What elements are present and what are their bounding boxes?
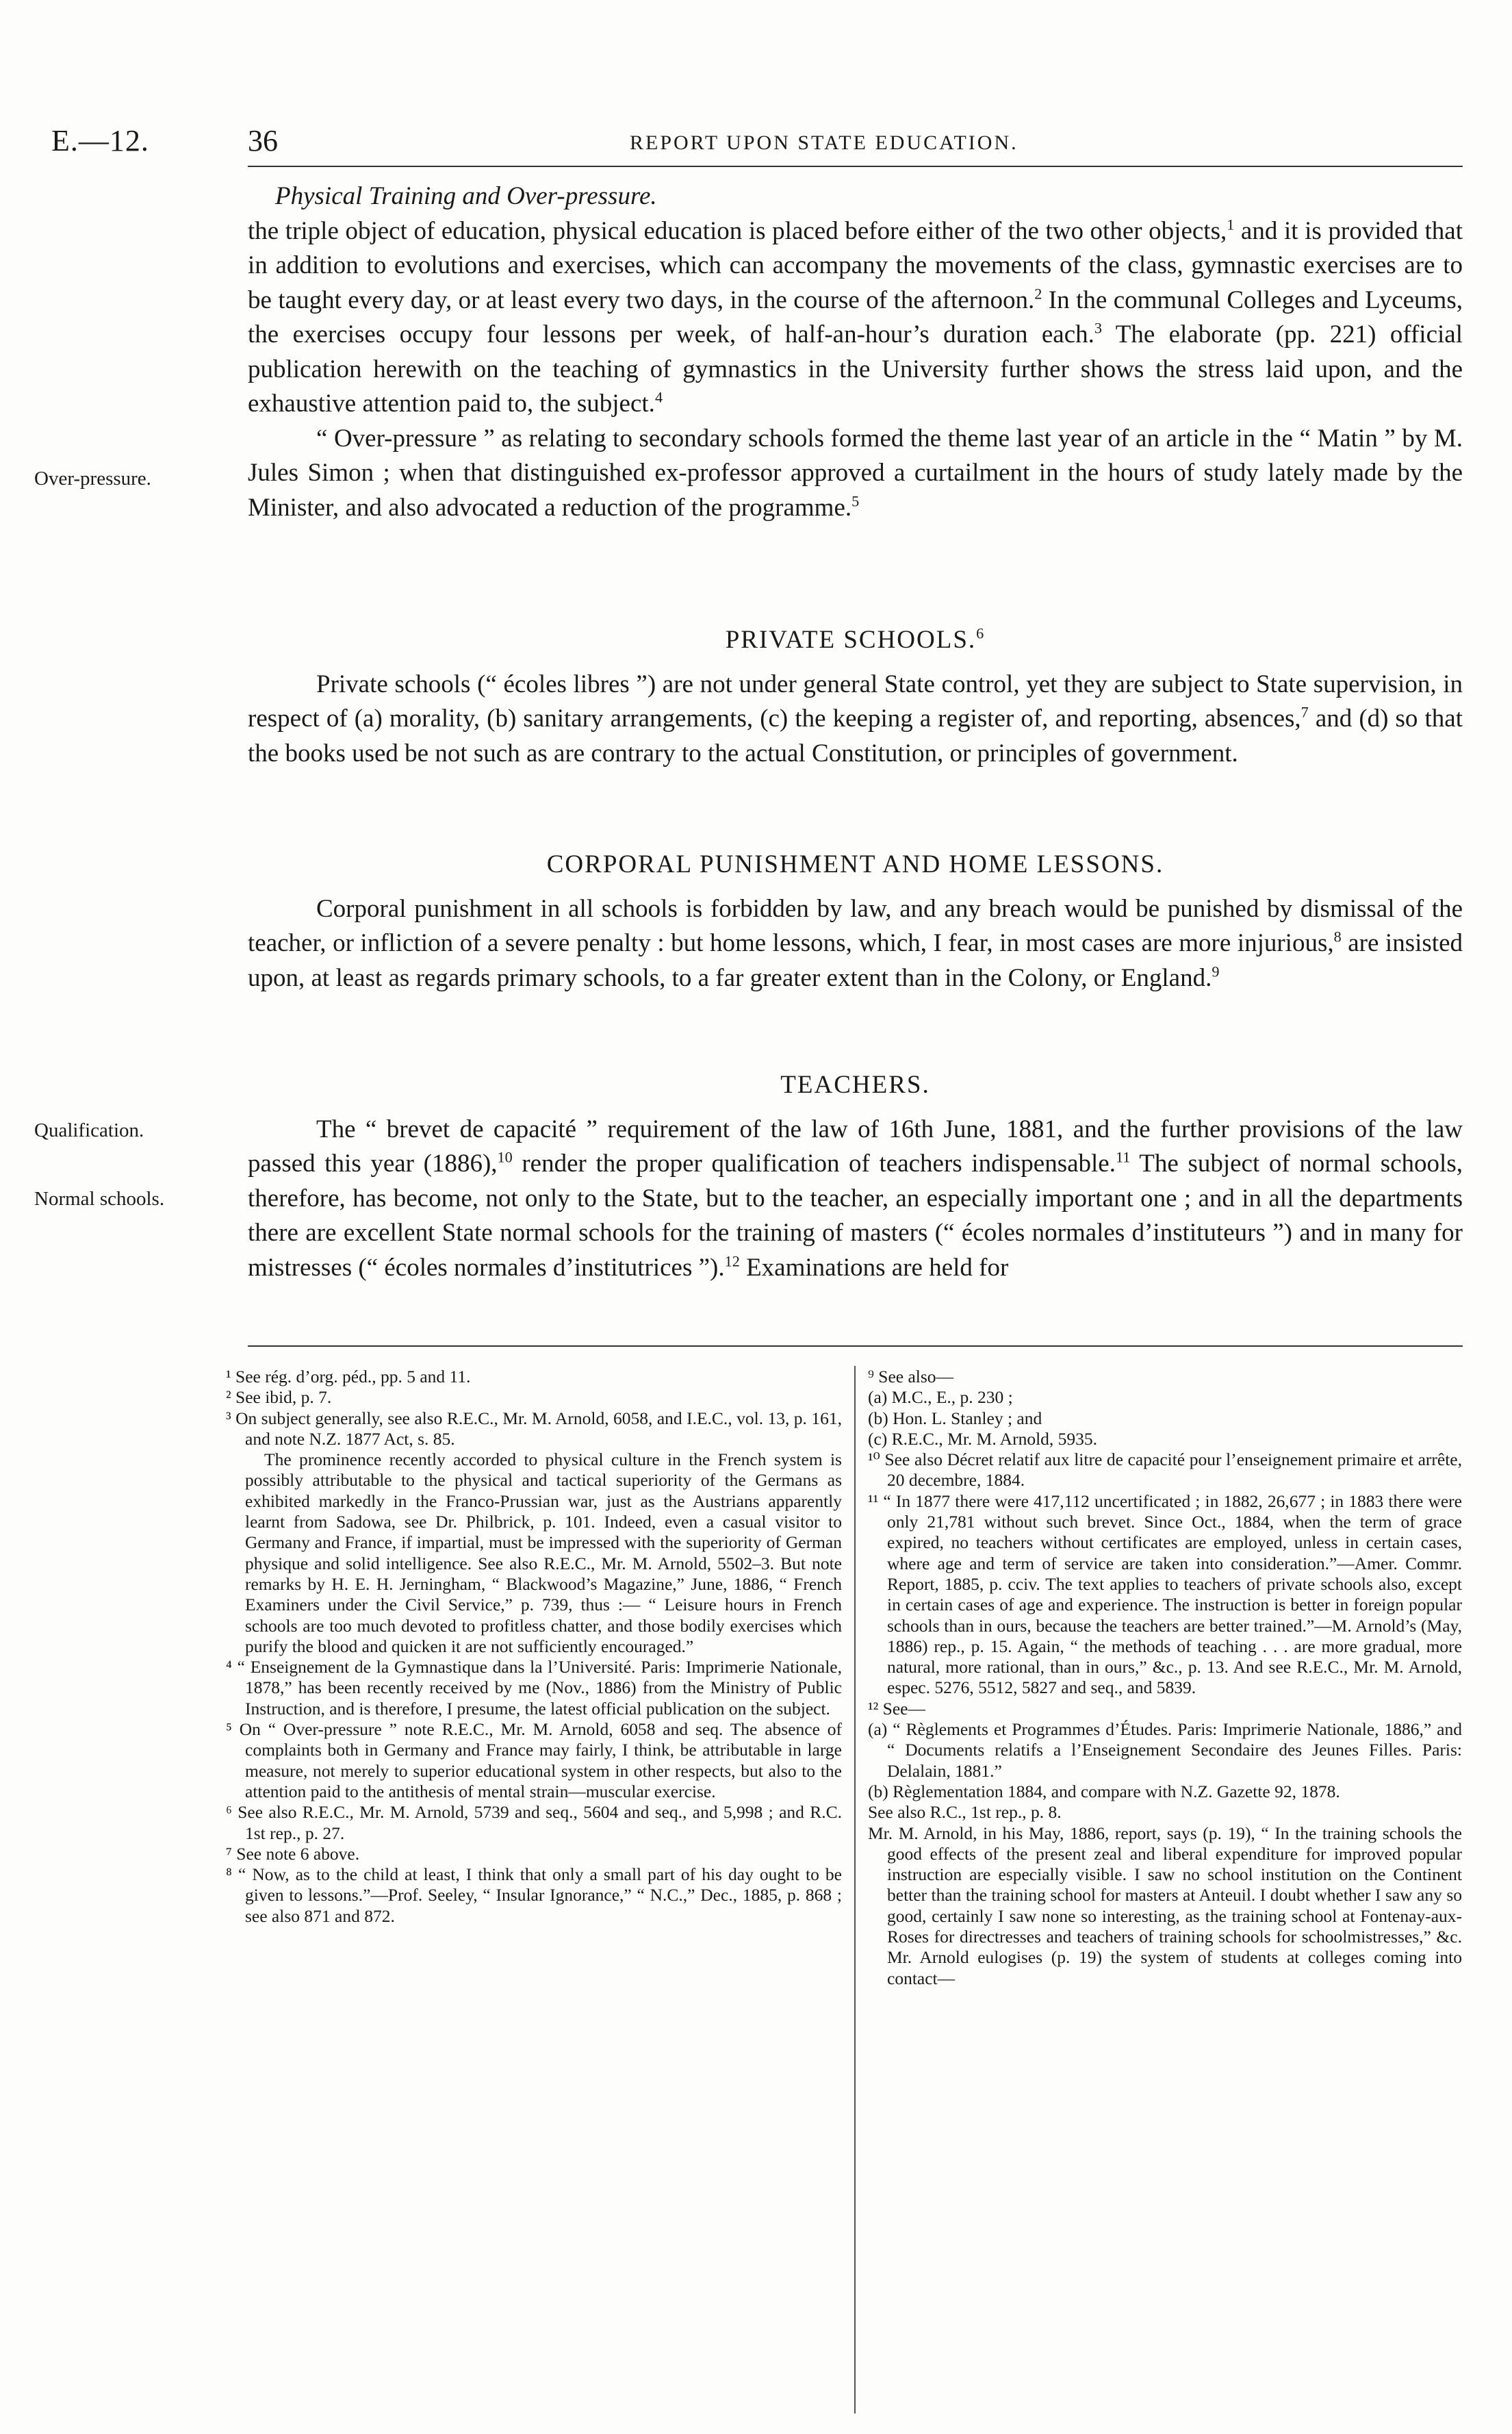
paragraph-over-pressure: “ Over-pressure ” as relating to secondary schools formed the theme last year of an article in the “ Matin ” by M. Jules Simon ; when that distinguished ex-professor approved a curtailment in the hours of study lately made by the Minister, and also advocated a reduction of the programme.$^5$ [248,424,1463,522]
footnote-4: ⁴ “ Enseignement de la Gymnastique dans la l’Université. Paris: Imprimerie Nationale, 1878,” has been recently received by me (Nov., 1886) from the Ministry of Public Instruction, and is therefore, I presume, the latest official publication on the subject. [226,1657,842,1719]
heading-corporal-punishment: CORPORAL PUNISHMENT AND HOME LESSONS. [546,850,1164,878]
footnote-10: ¹⁰ See also Décret relatif aux litre de capacité pour l’enseignement primaire et arrête, 20 decembre, 1884. [868,1449,1462,1491]
paragraph-corporal-punishment: Corporal punishment in all schools is forbidden by law, and any breach would be punished by dismissal of the teacher, or infliction of a severe penalty : but home lessons, which, I fear, in most cases are more injurious,$^8$ are insisted upon, at least as regards primary schools, to a far greater extent than in the Colony, or England.$^9$ [248,894,1463,992]
footnote-column-divider [854,1366,856,2413]
corporal-punishment-section [248,848,1463,996]
footnote-12a: (a) “ Règlements et Programmes d’Études. Paris: Imprimerie Nationale, 1886,” and “ Documents relatifs a l’Enseignement Secondaire des Jeunes Filles. Paris: Delalain, 1881.” [868,1719,1462,1781]
footnote-12-arnold: Mr. M. Arnold, in his May, 1886, report, says (p. 19), “ In the training schools the good effects of the present zeal and liberal expenditure for improved popular instruction are especially visible. I saw no school institution on the Continent better than the training school for masters at Anteuil. I doubt whether I saw any so good, certainly I saw none so interesting, as the training school at Fontenay-aux-Roses for directresses and teachers of training schools for schoolmistresses,” &c. Mr. Arnold eulogises (p. 19) the system of students at colleges coming into contact— [868,1823,1462,1988]
header-rule [248,166,1463,167]
footnote-9b: (b) Hon. L. Stanley ; and [868,1408,1042,1428]
footnote-9a: (a) M.C., E., p. 230 ; [868,1387,1013,1408]
running-title: REPORT UPON STATE EDUCATION. [630,131,1018,154]
footnote-12: ¹² See— [868,1698,925,1719]
paragraph-teachers: The “ brevet de capacité ” requirement of the law of 16th June, 1881, and the further provisions of the law passed this year (1886),$^{10}$ render the proper qualification of teachers indispensable.$^{11}$ The subject of normal schools, therefore, has become, not only to the State, but to the teacher, an especially important one ; and in all the departments there are excellent State normal schools for the training of masters (“ écoles normales d’instituteurs ”) and in many for mistresses (“ écoles normales d’institutrices ”).$^{12}$ Examinations are held for [248,1115,1463,1282]
footnote-3: ³ On subject generally, see also R.E.C., Mr. M. Arnold, 6058, and I.E.C., vol. 13, p. 161, and note N.Z. 1877 Act, s. 85. [226,1408,842,1449]
margin-note-qualification: Qualification. [34,1119,144,1141]
heading-teachers: TEACHERS. [780,1071,930,1099]
physical-training-section [248,179,1463,525]
footnote-12-see-also: See also R.C., 1st rep., p. 8. [868,1802,1062,1823]
footnote-3-continued: The prominence recently accorded to physical culture in the French system is possibly attributable to the physical and tactical superiority of the Germans as exhibited markedly in the Franco-Prussian war, just as the Austrians apparently learnt from Sadowa, see Dr. Philbrick, p. 101. Indeed, even a casual visitor to Germany and France, if impartial, must be impressed with the superiority of German physique and solid intelligence. See also R.E.C., Mr. M. Arnold, 5502–3. But note remarks by H. E. H. Jerningham, “ Blackwood’s Magazine,” June, 1886, “ French Examiners under the Civil Service,” p. 739, thus :— “ Leisure hours in French schools are too much devoted to profitless chatter, and those bodily exercises which purify the blood and quicken it are not sufficiently encouraged.” [245,1449,842,1656]
paragraph-private-schools: Private schools (“ écoles libres ”) are not under general State control, yet they are subject to State supervision, in respect of (a) morality, (b) sanitary arrangements, (c) the keeping a register of, and reporting, absences,$^7$ and (d) so that the books used be not such as are contrary to the actual Constitution, or principles of government. [248,670,1463,768]
footnotes-right-column [868,1367,1462,1989]
section-subheading: Physical Training and Over-pressure. [275,182,657,210]
footnote-1: ¹ See rég. d’org. péd., pp. 5 and 11. [226,1367,471,1386]
footnote-9c: (c) R.E.C., Mr. M. Arnold, 5935. [868,1428,1098,1449]
footnote-8: ⁸ “ Now, as to the child at least, I think that only a small part of his day ought to be given to lessons.”—Prof. Seeley, “ Insular Ignorance,” “ N.C.,” Dec., 1885, p. 868 ; see also 871 and 872. [226,1864,842,1926]
heading-private-schools: PRIVATE SCHOOLS.$^6$ [725,624,986,654]
footnote-6: ⁶ See also R.E.C., Mr. M. Arnold, 5739 and seq., 5604 and seq., and 5,998 ; and R.C. 1st rep., p. 27. [226,1802,842,1843]
margin-note-normal-schools: Normal schools. [34,1188,165,1210]
page-number: 36 [248,124,278,157]
footnote-12b: (b) Règlementation 1884, and compare with N.Z. Gazette 92, 1878. [868,1781,1340,1801]
document-code: E.—12. [51,124,149,157]
teachers-section [248,1068,1463,1285]
footnote-2: ² See ibid, p. 7. [226,1387,332,1408]
footnotes-left-column [226,1367,842,1927]
footnote-7: ⁷ See note 6 above. [226,1843,360,1864]
margin-note-overpressure: Over-pressure. [34,468,151,490]
footnote-5: ⁵ On “ Over-pressure ” note R.E.C., Mr. M. Arnold, 6058 and seq. The absence of complaints both in Germany and France may fairly, I think, be attributable in large measure, not merely to superior educational system in other respects, but also to the attention paid to the antithesis of mental strain—muscular exercise. [226,1719,842,1801]
paragraph-physical-education: the triple object of education, physical education is placed before either of the two other objects,$^1$ and it is provided that in addition to evolutions and exercises, which can accompany the movements of the class, gymnastic exercises are to be taught every day, or at least every two days, in the course of the afternoon.$^2$ In the communal Colleges and Lyceums, the exercises occupy four lessons per week, of half-an-hour’s duration each.$^3$ The elaborate (pp. 221) official publication herewith on the teaching of gymnastics in the University further shows the stress laid upon, and the exhaustive attention paid to, the subject.$^4$ [248,216,1463,418]
footnote-9: ⁹ See also— [868,1367,954,1386]
private-schools-section [248,623,1463,771]
footnote-11: ¹¹ “ In 1877 there were 417,112 uncertificated ; in 1882, 26,677 ; in 1883 there were only 21,781 without such brevet. Since Oct., 1884, when the term of grace expired, no teachers without certificates are employed, unless in certain cases, where age and term of service are taken into consideration.”—Amer. Commr. Report, 1885, p. cciv. The text applies to teachers of private schools also, except in certain cases of age and experience. The instruction is better in foreign popular schools than in ours, because the teachers are better trained.”—M. Arnold’s (May, 1886) rep., p. 15. Again, “ the methods of teaching . . . are more gradual, more natural, more rational, than in ours,” &c., p. 13. And see R.E.C., Mr. M. Arnold, espec. 5276, 5512, 5827 and seq., and 5839. [868,1491,1462,1698]
footnote-rule [248,1345,1463,1347]
